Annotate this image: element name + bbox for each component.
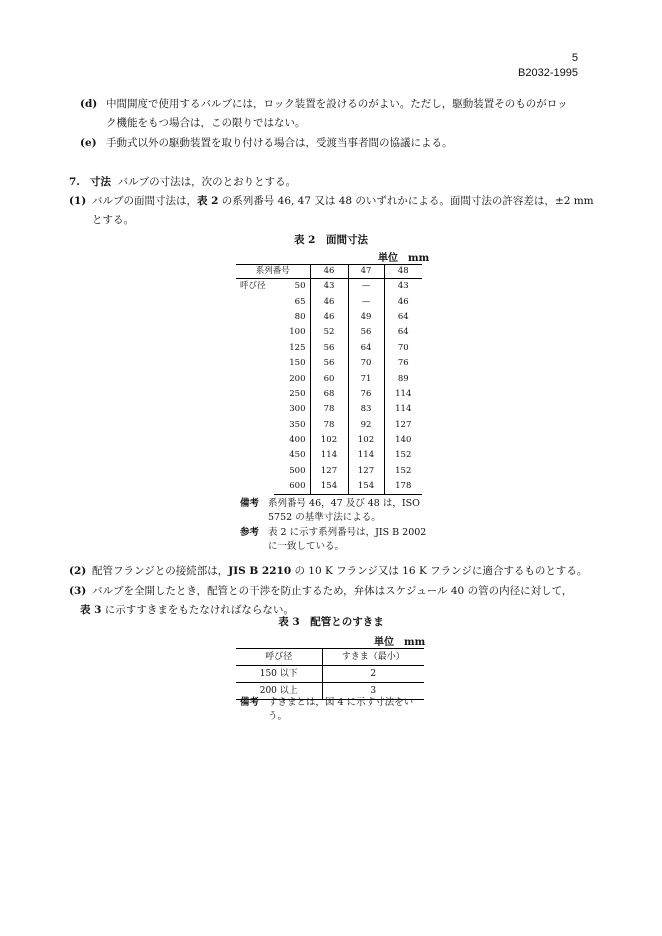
item-1-text [92, 192, 602, 230]
item-1-text-b: の系列番号 46, 47 又は 48 のいずれかによる。面間寸法の許容差は，±2 mm [218, 195, 594, 207]
table-2-value-cell: 70 [348, 356, 384, 371]
table-2-notes [240, 497, 430, 557]
table-2-header-cell: 48 [384, 265, 422, 279]
table-2-value-cell: 114 [348, 448, 384, 463]
table-3-caption: 表 3 配管とのすきま [278, 616, 384, 628]
table-2-nominal-size: 50 [294, 281, 306, 292]
table-2-note1-line1: 系列番号 46，47 及び 48 は，ISO [268, 498, 420, 509]
table-3 [236, 648, 424, 700]
table-2-value-cell: 102 [310, 433, 348, 448]
table-2-header-row [236, 265, 422, 279]
item-2-standard-ref: JIS B 2210 [228, 565, 292, 577]
table-3-note-key: 備考 [240, 697, 260, 708]
table-2-value-cell: 46 [384, 294, 422, 309]
table-2-value-cell: 70 [384, 341, 422, 356]
clause-e-text: 手動式以外の駆動装置を取り付ける場合は，受渡当事者間の協議による。 [106, 137, 453, 149]
item-1-line2: とする。 [92, 214, 134, 226]
table-2 [236, 264, 422, 495]
table-2-value-cell: 56 [310, 356, 348, 371]
table-3-nominal-size: 150 以下 [236, 666, 322, 683]
table-2-value-cell: 64 [384, 310, 422, 325]
table-2-value-cell: 89 [384, 371, 422, 386]
table-2-header-cell: 46 [310, 265, 348, 279]
table-row [236, 666, 424, 683]
table-2-note2-key: 参考 [240, 527, 260, 538]
item-2-label: (2) [69, 565, 87, 577]
table-2-value-cell: 102 [348, 433, 384, 448]
table-2-value-cell: 64 [384, 325, 422, 340]
table-2-value-cell: 76 [384, 356, 422, 371]
item-1-table-ref: 表 2 [197, 195, 219, 207]
table-2-header-series: 系列番号 [236, 265, 310, 279]
table-3-notes [240, 696, 430, 726]
table-2-note2-line1: 表 2 に示す系列番号は，JIS B 2002 [268, 527, 427, 538]
table-2-value-cell: 78 [310, 402, 348, 417]
table-2-nominal-size: 300 [289, 404, 306, 415]
clause-e-label: (e) [80, 137, 97, 149]
table-2-value-cell: 152 [384, 464, 422, 479]
table-2-nominal-size: 500 [289, 465, 306, 476]
document-code: B2032-1995 [518, 67, 578, 79]
clause-d-label: (d) [80, 98, 98, 110]
page-number: 5 [571, 52, 578, 64]
table-3-note-line2: う。 [268, 711, 288, 722]
table-2-value-cell: 152 [384, 448, 422, 463]
table-3-nominal-size: 200 以上 [236, 683, 322, 700]
table-3-header-row [236, 649, 424, 666]
table-2-value-cell: 56 [348, 325, 384, 340]
table-2-nominal-size: 65 [294, 296, 306, 307]
table-2-value-cell: 60 [310, 371, 348, 386]
table-2-header-cell: 47 [348, 265, 384, 279]
table-2-nominal-size: 80 [294, 311, 306, 322]
table-2-value-cell: 76 [348, 387, 384, 402]
table-3-header-cell: 呼び径 [236, 649, 322, 666]
item-3-line2: に示すすきまをもたなければならない。 [101, 604, 294, 616]
table-3-note-line1: すきまとは，図 4 に示す寸法をい [268, 697, 414, 708]
clause-d-text [106, 95, 596, 133]
table-2-value-cell: 64 [348, 341, 384, 356]
table-2-note2-line2: に一致している。 [268, 541, 345, 552]
table-2-value-cell: 92 [348, 418, 384, 433]
table-2-value-cell: 83 [348, 402, 384, 417]
table-2-value-cell: 78 [310, 418, 348, 433]
table-2-value-cell: — [348, 294, 384, 309]
table-2-value-cell: 178 [384, 479, 422, 495]
table-2-value-cell: 127 [348, 464, 384, 479]
table-2-value-cell: 154 [310, 479, 348, 495]
table-2-nominal-size: 200 [289, 373, 306, 384]
item-2-text [92, 562, 612, 581]
section-7-text: バルブの寸法は，次のとおりとする。 [117, 176, 297, 188]
table-2-value-cell: 52 [310, 325, 348, 340]
item-3-label: (3) [69, 585, 87, 597]
item-1-label: (1) [69, 195, 87, 207]
section-7-title: 寸法 [89, 176, 111, 188]
table-3-clearance-cell: 2 [322, 666, 424, 683]
table-2-nominal-size: 100 [289, 327, 306, 338]
table-2-value-cell: 127 [384, 418, 422, 433]
table-2-value-cell: 114 [384, 387, 422, 402]
section-7-heading [69, 173, 296, 192]
table-2-value-cell: 114 [384, 402, 422, 417]
table-2-value-cell: 154 [348, 479, 384, 495]
table-2-row-label: 呼び径 [240, 281, 266, 291]
item-1-text-a: バルブの面間寸法は， [92, 195, 197, 207]
item-3-line1: バルブを全開したとき，配管との干渉を防止するため，弁体はスケジュール 40 の管の内径に対して， [92, 585, 573, 597]
table-2-value-cell: 71 [348, 371, 384, 386]
table-2-value-cell: 43 [310, 279, 348, 295]
table-2-note1-line2: 5752 の基準寸法による。 [268, 512, 381, 523]
table-2-nominal-size: 450 [289, 450, 306, 461]
table-2-nominal-size: 250 [289, 388, 306, 399]
item-2-text-a: 配管フランジとの接続部は， [92, 565, 229, 577]
table-2-value-cell: 114 [310, 448, 348, 463]
item-3-table-ref: 表 3 [80, 604, 102, 616]
item-2-text-b: の 10 K フランジ又は 16 K フランジに適合するものとする。 [291, 565, 588, 577]
table-2-nominal-size: 600 [274, 479, 310, 495]
table-2-value-cell: 49 [348, 310, 384, 325]
table-2-nominal-size: 400 [289, 435, 306, 446]
table-2-value-cell: 46 [310, 294, 348, 309]
table-2-caption: 表 2 面間寸法 [294, 234, 368, 246]
table-2-unit: 単位 mm [378, 253, 430, 264]
table-2-value-cell: 46 [310, 310, 348, 325]
table-2-value-cell: — [348, 279, 384, 295]
table-3-unit: 単位 mm [374, 637, 426, 648]
table-2-value-cell: 68 [310, 387, 348, 402]
table-3-clearance-cell: 3 [322, 683, 424, 700]
table-2-nominal-size: 150 [289, 358, 306, 369]
table-2-nominal-size: 350 [289, 419, 306, 430]
table-2-note1-key: 備考 [240, 498, 260, 509]
table-2-nominal-size: 125 [289, 342, 306, 353]
section-7-number: 7. [69, 176, 80, 188]
table-2-value-cell: 43 [384, 279, 422, 295]
table-2-value-cell: 56 [310, 341, 348, 356]
clause-d-line2: ク機能をもつ場合は，この限りではない。 [106, 117, 306, 129]
table-row [236, 279, 422, 295]
table-2-value-cell: 140 [384, 433, 422, 448]
clause-d-line1: 中間開度で使用するバルブには，ロック装置を設けるのがよい。ただし，駆動装置そのものがロッ [106, 98, 568, 110]
table-2-value-cell: 127 [310, 464, 348, 479]
table-3-header-cell: すきま（最小） [322, 649, 424, 666]
